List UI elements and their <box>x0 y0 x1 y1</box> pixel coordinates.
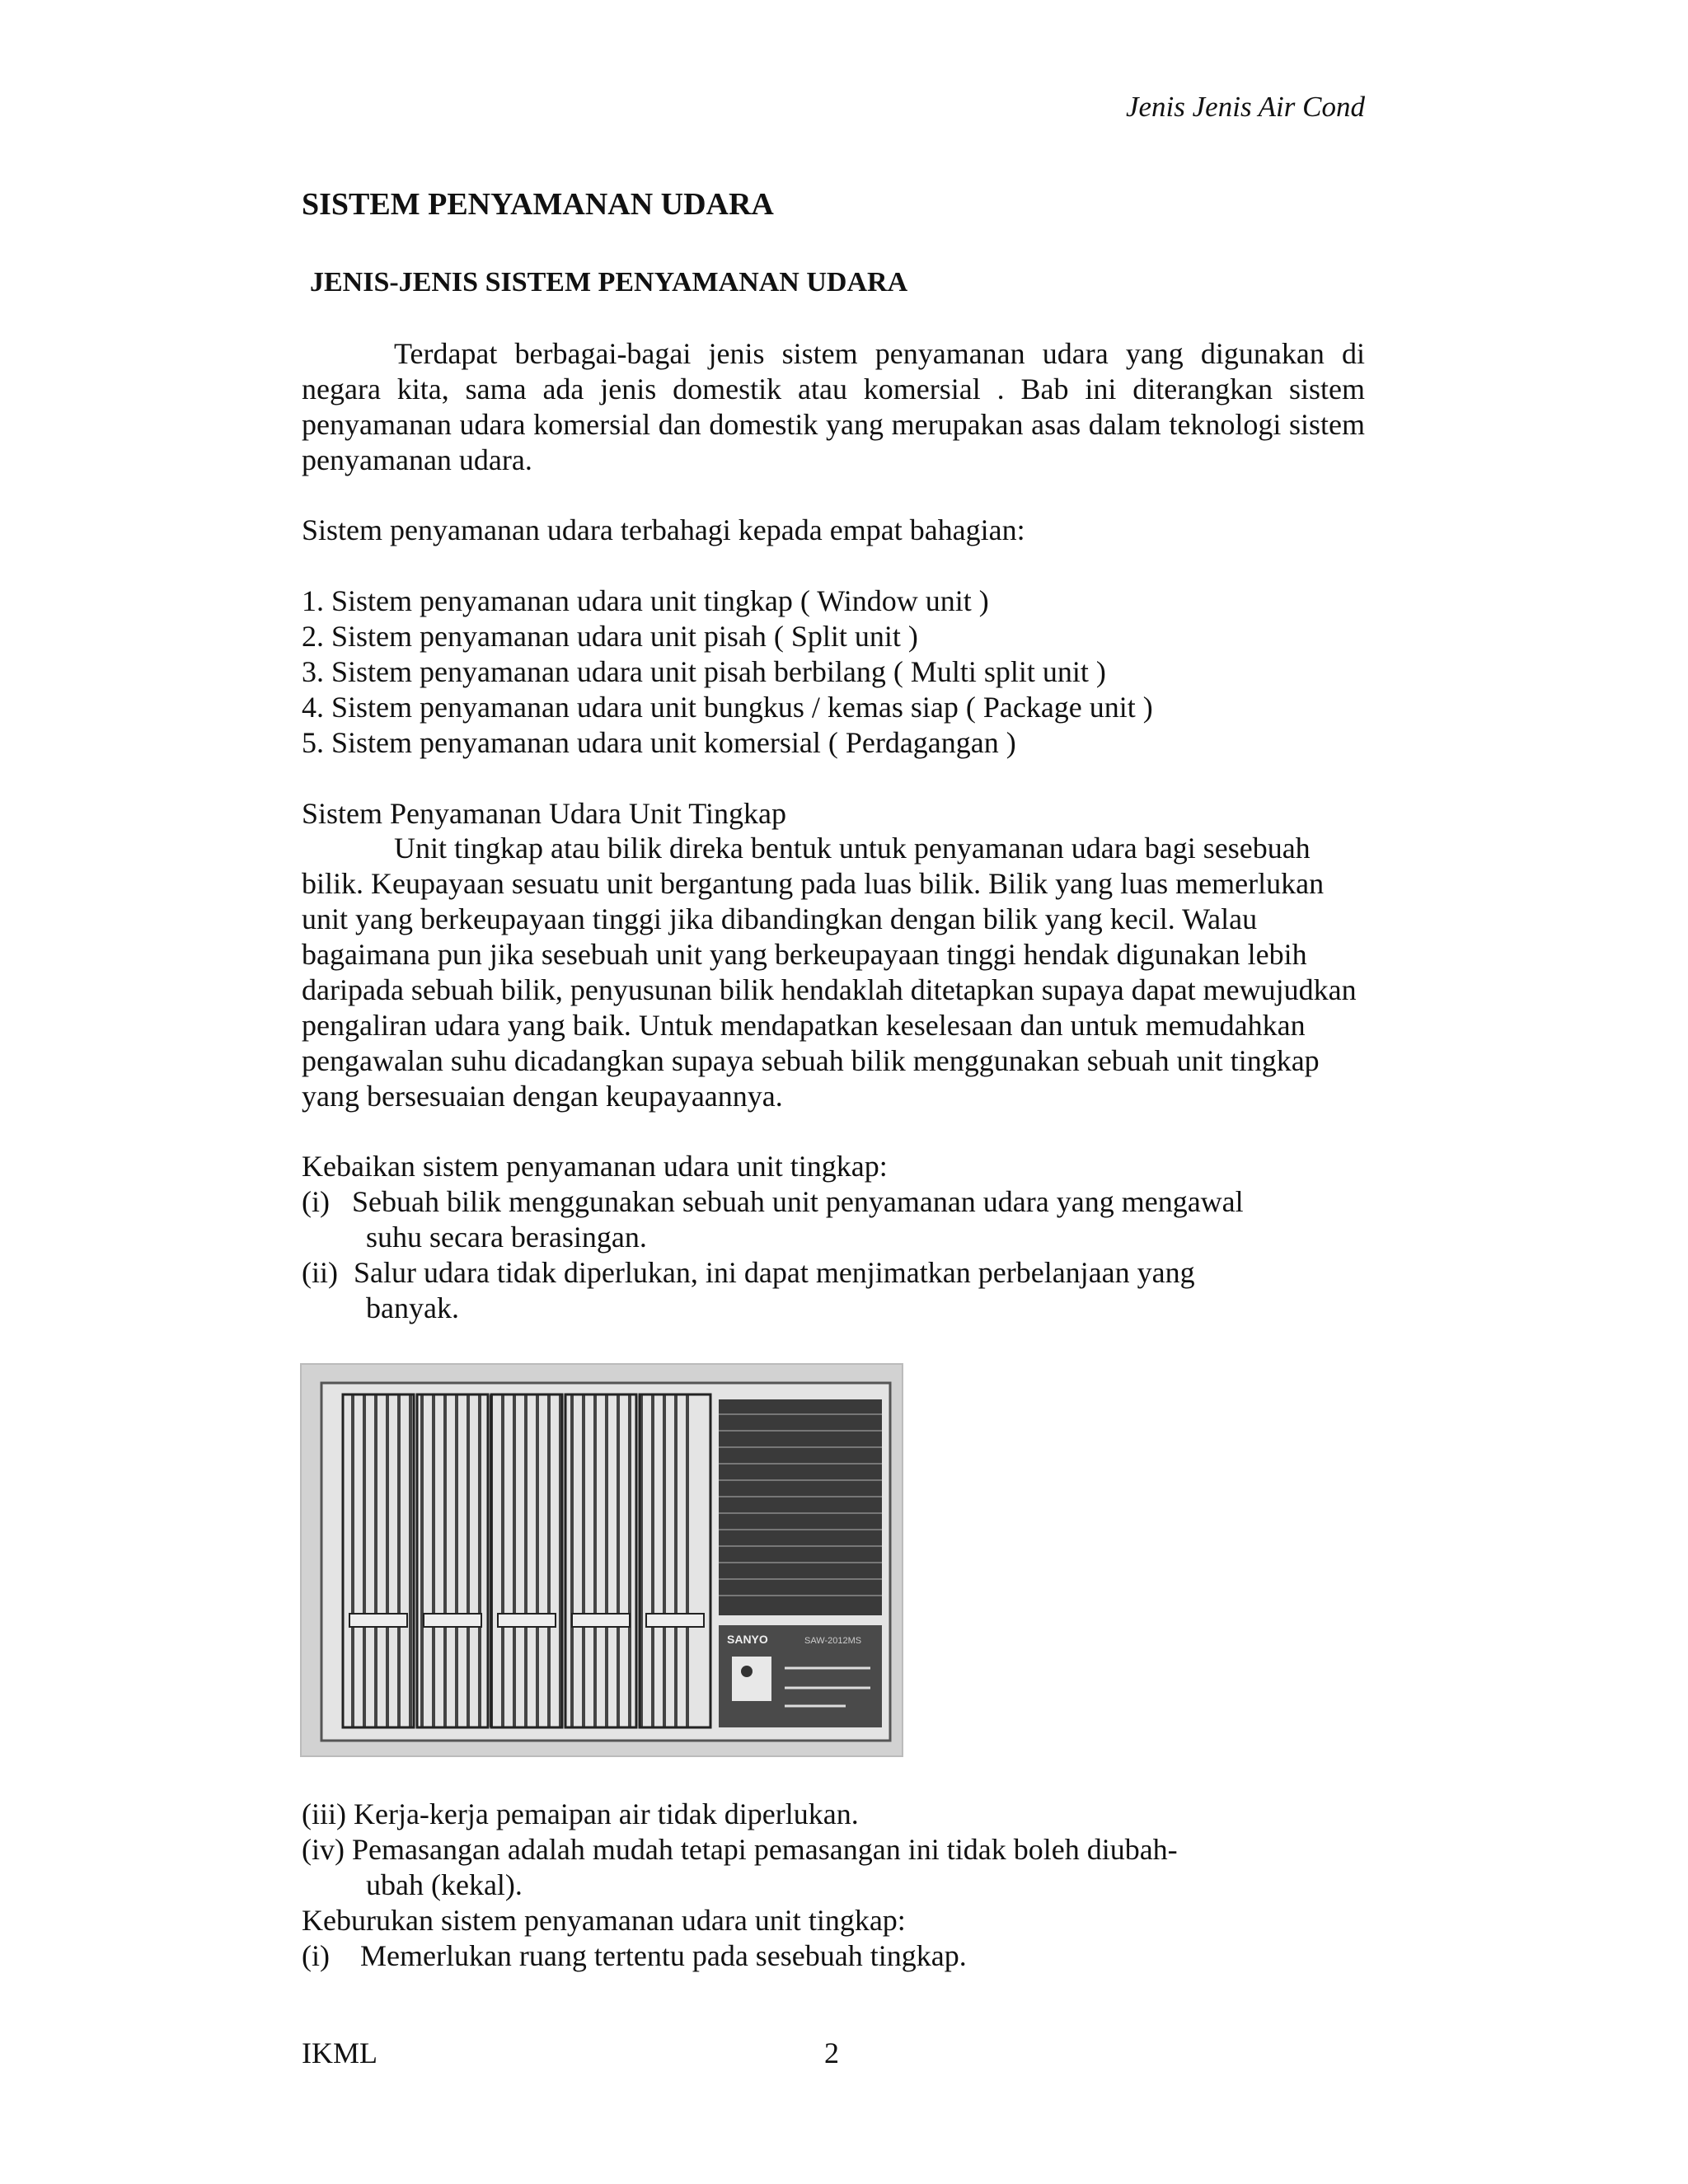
item-text-continued: ubah (kekal). <box>366 1868 523 1901</box>
advantage-item <box>302 1255 1195 1326</box>
window-unit-heading: Sistem Penyamanan Udara Unit Tingkap <box>302 797 786 830</box>
advantage-item <box>302 1832 1178 1903</box>
item-marker: (i) <box>302 1939 330 1972</box>
item-marker: (iii) <box>302 1797 346 1830</box>
item-text-continued: suhu secara berasingan. <box>366 1221 647 1254</box>
footer-institution: IKML <box>302 2036 377 2069</box>
category-item: 4. Sistem penyamanan udara unit bungkus / kemas siap ( Package unit ) <box>302 691 1153 724</box>
category-item: 5. Sistem penyamanan udara unit komersial ( Perdagangan ) <box>302 726 1016 759</box>
intro-paragraph: Terdapat berbagai-bagai jenis sistem penyamanan udara yang digunakan di negara kita, sama ada jenis domestik atau komersial . Bab ini diterangkan sistem penyamanan udara komersial dan domestik yang merupakan asas dalam teknologi sistem penyamanan udara. <box>302 337 1365 476</box>
item-marker: (i) <box>302 1185 330 1218</box>
categories-intro: Sistem penyamanan udara terbahagi kepada empat bahagian: <box>302 513 1025 546</box>
advantage-item <box>302 1797 859 1832</box>
category-item: 1. Sistem penyamanan udara unit tingkap ( Window unit ) <box>302 584 989 617</box>
window-unit-paragraph: Unit tingkap atau bilik direka bentuk untuk penyamanan udara bagi sesebuah bilik. Keupayaan sesuatu unit bergantung pada luas bilik. Bilik yang luas memerlukan unit yang berkeupayaan tinggi jika dibandingkan dengan bilik yang kecil. Walau bagaimana pun jika sesebuah unit yang berkeupayaan tinggi hendak digunakan lebih daripada sebuah bilik, penyusunan bilik hendaklah ditetapkan supaya dapat mewujudkan pengaliran udara yang baik. Untuk mendapatkan keselesaan dan untuk memudahkan pengawalan suhu dicadangkan supaya sebuah bilik menggunakan sebuah unit tingkap yang bersesuaian dengan keupayaannya. <box>302 832 1357 1113</box>
brand-label: SANYO <box>727 1633 768 1646</box>
category-item: 2. Sistem penyamanan udara unit pisah ( Split unit ) <box>302 620 918 653</box>
item-text: Pemasangan adalah mudah tetapi pemasangan ini tidak boleh diubah- <box>351 1833 1178 1866</box>
air-conditioner-illustration <box>302 1365 902 1755</box>
item-text: Sebuah bilik menggunakan sebuah unit penyamanan udara yang mengawal <box>351 1185 1244 1218</box>
item-text: Kerja-kerja pemaipan air tidak diperlukan. <box>353 1797 859 1830</box>
advantages-heading: Kebaikan sistem penyamanan udara unit tingkap: <box>302 1150 888 1183</box>
page-number: 2 <box>824 2036 839 2069</box>
category-item: 3. Sistem penyamanan udara unit pisah berbilang ( Multi split unit ) <box>302 655 1106 688</box>
item-marker: (iv) <box>302 1833 345 1866</box>
running-header: Jenis Jenis Air Cond <box>1125 91 1365 123</box>
window-unit-photo <box>300 1363 903 1757</box>
item-text-continued: banyak. <box>366 1291 459 1324</box>
section-title: JENIS-JENIS SISTEM PENYAMANAN UDARA <box>310 267 908 298</box>
model-label: SAW-2012MS <box>804 1636 862 1646</box>
item-text: Salur udara tidak diperlukan, ini dapat menjimatkan perbelanjaan yang <box>353 1256 1195 1289</box>
page-title: SISTEM PENYAMANAN UDARA <box>302 187 774 222</box>
item-text: Memerlukan ruang tertentu pada sesebuah tingkap. <box>359 1939 967 1972</box>
item-marker: (ii) <box>302 1256 338 1289</box>
advantage-item <box>302 1184 1244 1255</box>
disadvantage-item <box>302 1938 967 1974</box>
disadvantages-heading: Keburukan sistem penyamanan udara unit tingkap: <box>302 1904 906 1937</box>
